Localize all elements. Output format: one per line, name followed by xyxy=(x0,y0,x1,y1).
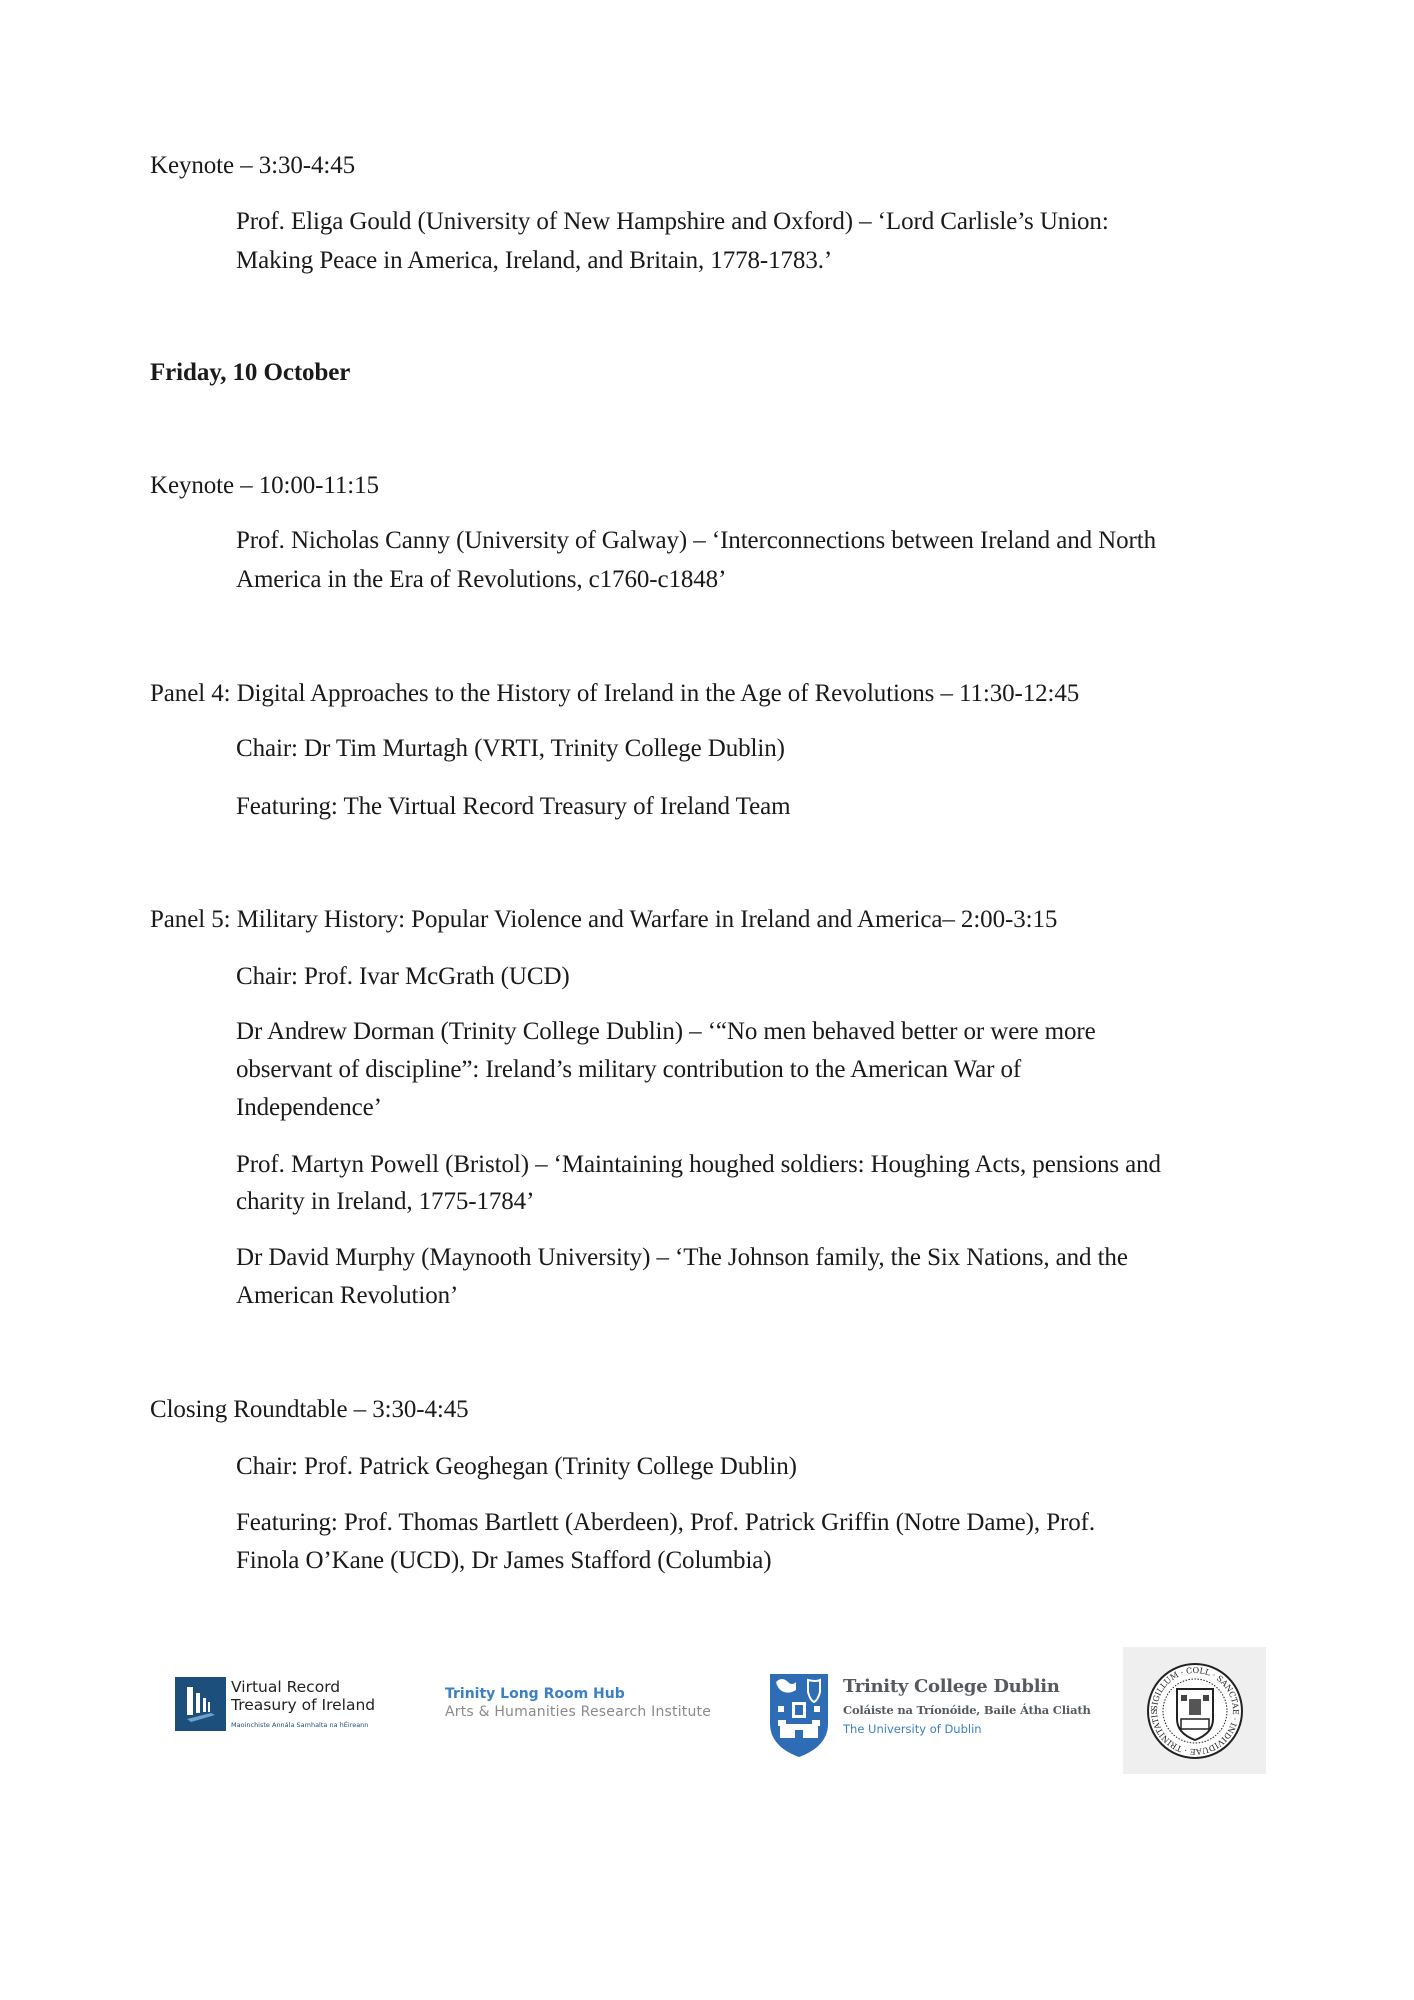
vrti-logo-text: Treasury of Ireland xyxy=(231,1696,376,1714)
paper-line: Independence’ xyxy=(236,1094,382,1121)
closing-chair: Chair: Prof. Patrick Geoghegan (Trinity College Dublin) xyxy=(236,1453,797,1480)
paper-line: Dr David Murphy (Maynooth University) – ‘The Johnson family, the Six Nations, and the xyxy=(236,1244,1128,1271)
paper-line: charity in Ireland, 1775-1784’ xyxy=(236,1188,535,1215)
closing-heading: Closing Roundtable – 3:30-4:45 xyxy=(150,1396,469,1423)
keynote-talk-line: Prof. Nicholas Canny (University of Galway) – ‘Interconnections between Ireland and North xyxy=(236,527,1156,554)
panel-chair: Chair: Prof. Ivar McGrath (UCD) xyxy=(236,963,570,990)
vrti-logo-icon xyxy=(175,1677,226,1731)
paper-line: Dr Andrew Dorman (Trinity College Dublin) – ‘“No men behaved better or were more xyxy=(236,1018,1096,1045)
svg-text:SIGILLUM · COLL · SANCTAE · IN: SIGILLUM · COLL · SANCTAE · INDIVIDUAE · TRINITATIS xyxy=(1149,1665,1241,1757)
panel-heading: Panel 5: Military History: Popular Violence and Warfare in Ireland and America– 2:00-3:15 xyxy=(150,906,1058,933)
college-seal-icon xyxy=(1123,1647,1266,1774)
tcd-logo-text: Trinity College Dublin xyxy=(843,1676,1060,1697)
tcd-logo-irish-text: Coláiste na Tríonóide, Baile Átha Cliath xyxy=(843,1703,1091,1717)
keynote-heading: Keynote – 3:30-4:45 xyxy=(150,152,356,179)
tcd-shield-icon xyxy=(768,1672,830,1758)
panel-featuring: Featuring: The Virtual Record Treasury of Ireland Team xyxy=(236,793,791,820)
keynote-talk-line: Prof. Eliga Gould (University of New Hampshire and Oxford) – ‘Lord Carlisle’s Union: xyxy=(236,208,1109,235)
closing-featuring-line: Featuring: Prof. Thomas Bartlett (Aberdeen), Prof. Patrick Griffin (Notre Dame), Prof. xyxy=(236,1509,1096,1536)
hub-logo-text: Trinity Long Room Hub xyxy=(445,1686,625,1702)
keynote-talk-line: America in the Era of Revolutions, c1760-c1848’ xyxy=(236,566,727,593)
keynote-talk-line: Making Peace in America, Ireland, and Britain, 1778-1783.’ xyxy=(236,247,833,274)
day-heading: Friday, 10 October xyxy=(150,359,351,386)
hub-logo-subtitle: Arts & Humanities Research Institute xyxy=(445,1704,712,1720)
vrti-logo-text: Virtual Record xyxy=(231,1678,341,1696)
paper-line: American Revolution’ xyxy=(236,1282,459,1309)
tcd-logo-subtitle: The University of Dublin xyxy=(843,1722,982,1736)
panel-heading: Panel 4: Digital Approaches to the History of Ireland in the Age of Revolutions – 11:30-12:45 xyxy=(150,680,1080,707)
vrti-logo-subtitle: Maoinchiste Annála Samhalta na hÉireann xyxy=(231,1721,369,1729)
paper-line: Prof. Martyn Powell (Bristol) – ‘Maintaining houghed soldiers: Houghing Acts, pensions and xyxy=(236,1151,1161,1178)
closing-featuring-line: Finola O’Kane (UCD), Dr James Stafford (Columbia) xyxy=(236,1547,772,1574)
paper-line: observant of discipline”: Ireland’s military contribution to the American War of xyxy=(236,1056,1022,1083)
keynote-heading: Keynote – 10:00-11:15 xyxy=(150,472,379,499)
panel-chair: Chair: Dr Tim Murtagh (VRTI, Trinity College Dublin) xyxy=(236,735,785,762)
